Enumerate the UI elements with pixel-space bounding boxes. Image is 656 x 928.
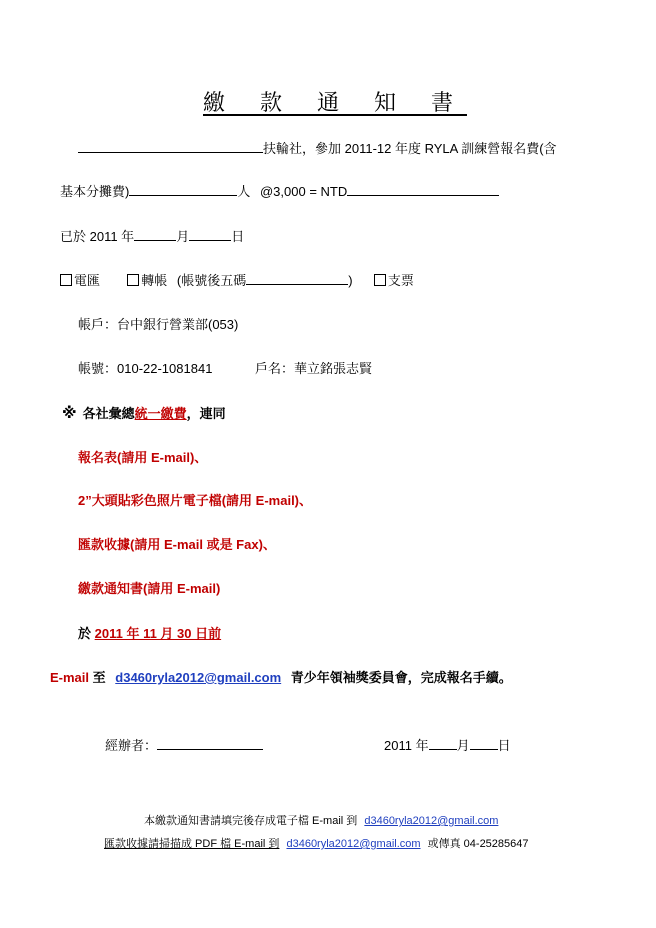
- sign-month-blank[interactable]: [429, 737, 457, 750]
- wire-checkbox[interactable]: [60, 274, 72, 286]
- email-line: E-mail 至 d3460ryla2012@gmail.com 青少年領袖獎委員會，完成報名手續。: [50, 670, 512, 685]
- account-holder: 戶名：華立銘張志賢: [255, 361, 373, 376]
- club-line: 扶輪社，參加 2011-12 年度 RYLA 訓練營報名費(含: [78, 138, 557, 157]
- item-4: 繳款通知書(請用 E-mail): [78, 581, 221, 596]
- count-line: 基本分攤費) 人 @3,000 = NTD: [60, 181, 499, 200]
- deadline-line: 於 2011 年 11 月 30 日前: [78, 626, 222, 641]
- transfer-checkbox[interactable]: [127, 274, 139, 286]
- club-name-blank[interactable]: [78, 140, 263, 153]
- item-1: 報名表(請用 E-mail)、: [78, 450, 208, 465]
- account-last5-blank[interactable]: [246, 272, 348, 285]
- date-line: 已於 2011 年 月 日: [60, 229, 245, 244]
- footer-email-1[interactable]: d3460ryla2012@gmail.com: [364, 815, 499, 827]
- handler-blank[interactable]: [157, 737, 263, 750]
- account-name: 帳戶：台中銀行營業部(053): [78, 317, 239, 332]
- check-checkbox[interactable]: [374, 274, 386, 286]
- amount-blank[interactable]: [347, 183, 499, 196]
- sign-date-line: 2011 年 月 日: [384, 738, 511, 753]
- month-blank[interactable]: [134, 228, 176, 241]
- sign-day-blank[interactable]: [470, 737, 498, 750]
- account-number: 帳號：010-22-1081841: [78, 361, 213, 376]
- handler-line: 經辦者：: [105, 735, 263, 754]
- payment-method-line: 電匯 轉帳 (帳號後五碼 ) 支票: [60, 270, 414, 289]
- person-count-blank[interactable]: [129, 183, 237, 196]
- footer-line-1: 本繳款通知書請填完後存成電子檔 E-mail 到 d3460ryla2012@gmail.com: [144, 815, 499, 827]
- footer-email-2[interactable]: d3460ryla2012@gmail.com: [286, 838, 421, 850]
- day-blank[interactable]: [189, 228, 231, 241]
- item-2: 2”大頭貼彩色照片電子檔(請用 E-mail)、: [78, 493, 313, 508]
- page-title: 繳 款 通 知 書: [203, 91, 467, 116]
- email-link[interactable]: d3460ryla2012@gmail.com: [115, 670, 282, 685]
- footer-line-2: 匯款收據請掃描成 PDF 檔 E-mail 到 d3460ryla2012@gmail.com 或傳真 04-25285647: [104, 838, 529, 850]
- note-line: ※ 各社彙總統一繳費，連同: [62, 405, 226, 422]
- item-3: 匯款收據(請用 E-mail 或是 Fax)、: [78, 537, 276, 552]
